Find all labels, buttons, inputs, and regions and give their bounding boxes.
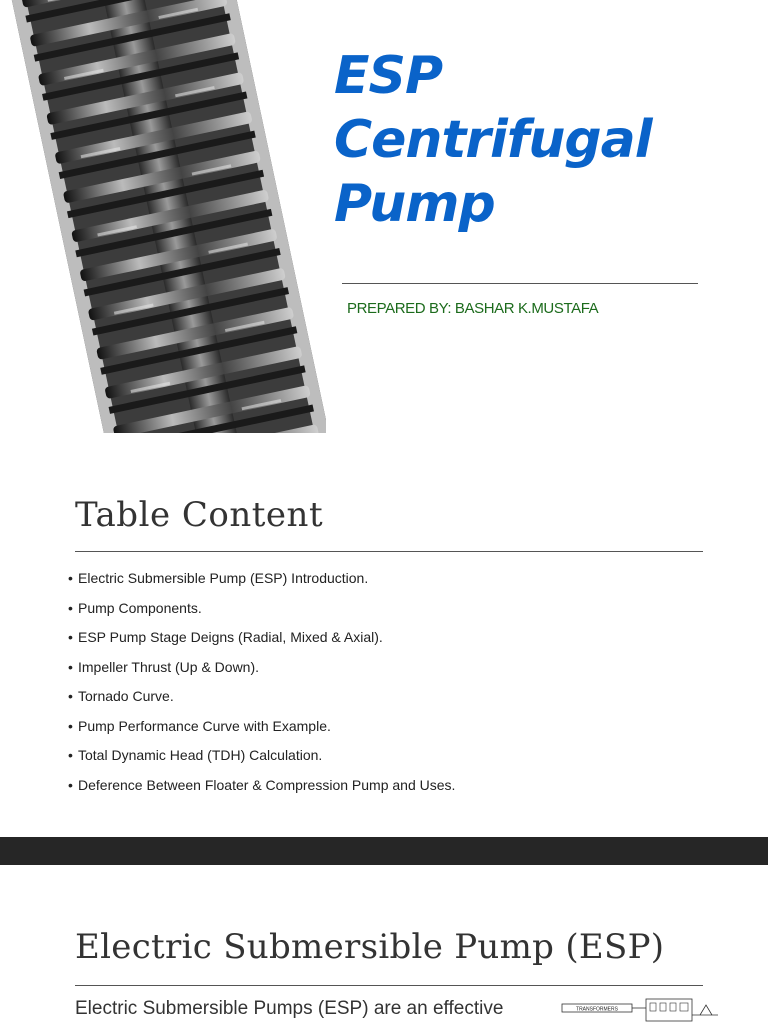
diagram-label: TRANSFORMERS (576, 1006, 618, 1013)
title-line: ESP (334, 46, 443, 106)
bullet-icon: • (68, 629, 73, 645)
bullet-icon: • (68, 776, 73, 793)
esp-system-diagram (560, 995, 720, 1024)
toc-item-label: Tornado Curve. (78, 688, 174, 704)
pump-stages-image (0, 0, 330, 433)
toc-item-label: Deference Between Floater & Compression Pump and Uses. (78, 776, 456, 793)
toc-heading: Table Content (75, 495, 324, 535)
toc-item (68, 685, 455, 715)
bullet-icon: • (68, 599, 73, 616)
bullet-icon: • (68, 658, 73, 675)
toc-item (68, 597, 455, 627)
bullet-icon: • (68, 717, 73, 734)
toc-item-label: Pump Performance Curve with Example. (78, 717, 331, 734)
author-credit: PREPARED BY: BASHAR K.MUSTAFA (347, 300, 599, 317)
toc-item (68, 774, 455, 804)
toc-item (68, 715, 455, 745)
title-line: Centrifugal (334, 110, 652, 170)
title-line: Pump (334, 174, 495, 234)
toc-item-label: Total Dynamic Head (TDH) Calculation. (78, 747, 323, 763)
toc-item (68, 744, 455, 774)
bullet-icon: • (68, 688, 73, 704)
toc-list (68, 567, 455, 803)
title-slide (0, 0, 768, 433)
bullet-icon: • (68, 747, 73, 763)
esp-body-text: Electric Submersible Pumps (ESP) are an effective (75, 998, 504, 1019)
toc-item-label: Electric Submersible Pump (ESP) Introduction. (78, 570, 369, 586)
toc-item-label: ESP Pump Stage Deigns (Radial, Mixed & Axial). (78, 629, 383, 645)
bullet-icon: • (68, 570, 73, 586)
esp-intro-slide (0, 865, 768, 1024)
presentation-title (334, 44, 754, 236)
table-of-contents-slide (0, 433, 768, 837)
toc-item-label: Impeller Thrust (Up & Down). (78, 658, 260, 675)
toc-item (68, 656, 455, 686)
toc-item (68, 567, 455, 597)
toc-item (68, 626, 455, 656)
toc-item-label: Pump Components. (78, 599, 202, 616)
toc-divider (75, 551, 703, 552)
esp-heading: Electric Submersible Pump (ESP) (75, 927, 665, 967)
esp-divider (75, 985, 703, 986)
title-divider (342, 283, 698, 284)
slide-separator (0, 837, 768, 865)
